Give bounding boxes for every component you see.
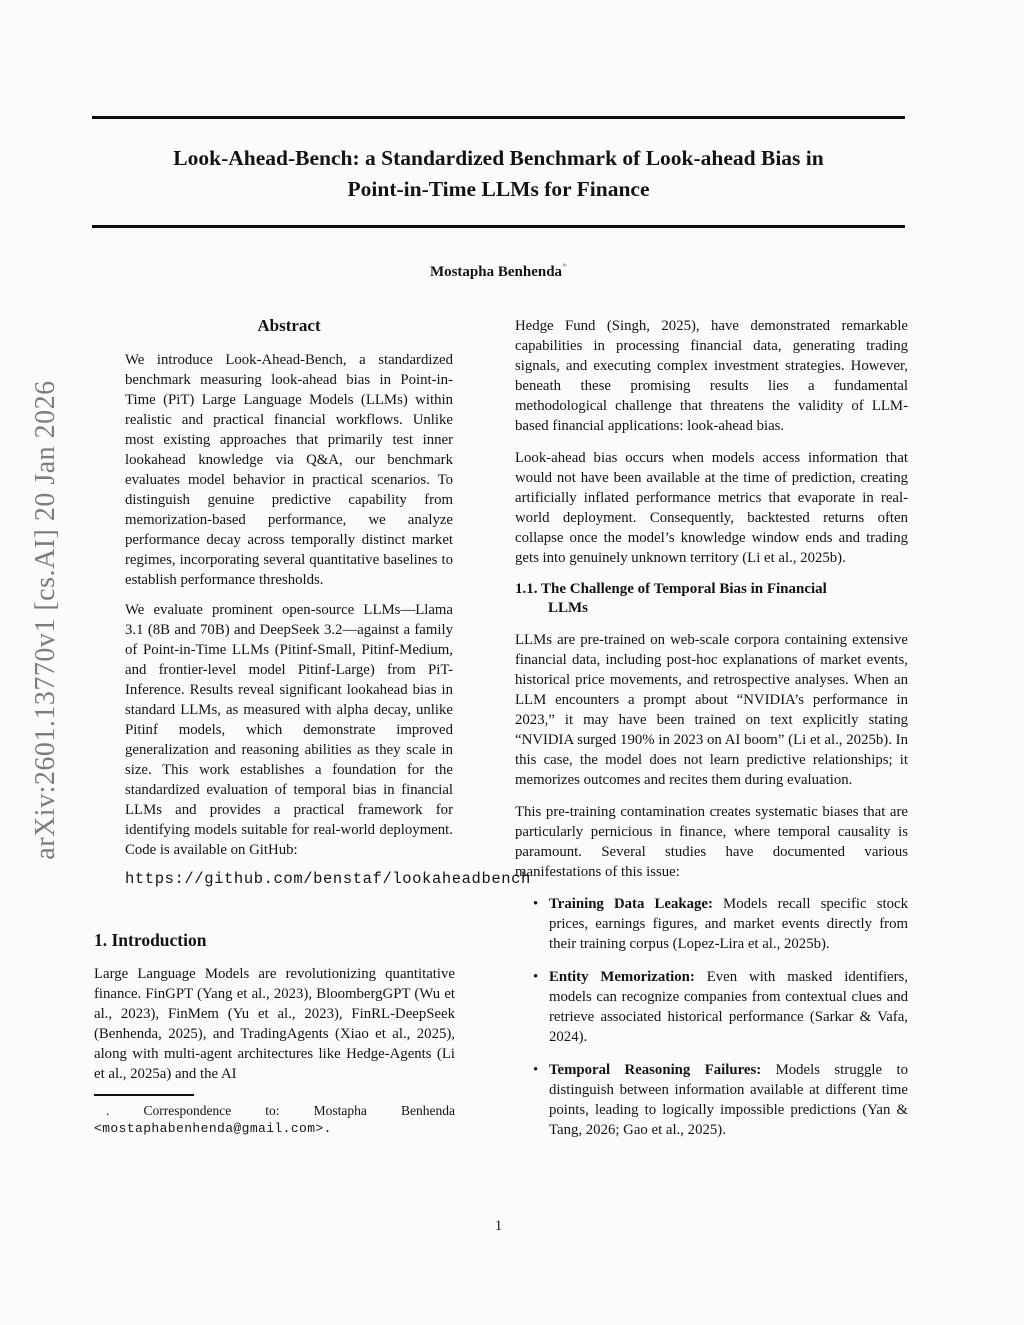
subsection-heading-line2: LLMs	[548, 600, 589, 616]
subsection-heading	[515, 580, 908, 618]
footnote-email-link[interactable]: <mostaphabenhenda@gmail.com>.	[94, 1121, 332, 1136]
paper-title-line1: Look-Ahead-Bench: a Standardized Benchmark of Look-ahead Bias in	[173, 146, 824, 170]
right-paragraph-2: Look-ahead bias occurs when models access information that would not have been available at the time of prediction, creating artificially inflated performance metrics that evaporate in real-world deployment. Consequently, backtested returns often collapse once the model’s knowledge window ends and trading gets into genuinely unknown territory (Li et al., 2025b).	[515, 450, 908, 566]
right-paragraph-1: Hedge Fund (Singh, 2025), have demonstrated remarkable capabilities in processing financial data, generating trading signals, and executing complex investment strategies. However, beneath these promising results lies a fundamental methodological challenge that threatens the validity of LLM-based financial applications: look-ahead bias.	[515, 318, 908, 434]
bullet-text: Models recall specific stock prices, earnings figures, and market events directly from their training corpus (Lopez-Lira et al., 2025b).	[549, 896, 908, 952]
author-footnote-mark: *	[562, 262, 568, 273]
left-column	[94, 316, 531, 1137]
right-column	[515, 316, 908, 1153]
page-number: 1	[494, 1218, 503, 1234]
bullet-text: Even with masked identifiers, models can recognize companies from contextual clues and retrieve associated historical performance (Sarkar & Vafa, 2024).	[549, 969, 908, 1045]
abstract-section	[125, 316, 531, 888]
right-paragraph-3: LLMs are pre-trained on web-scale corpora containing extensive financial data, including post-hoc explanations of market events, historical price movements, and retrospective analyses. When an LLM encounters a prompt about “NVIDIA’s performance in 2023,” it may have been trained on text explicitly stating “NVIDIA surged 190% in 2023 on AI boom” (Li et al., 2025b). In this case, the model does not learn predictive relationships; it memorizes outcomes and recites them during evaluation.	[515, 632, 908, 788]
bullet-entity-memorization	[515, 967, 908, 1047]
arxiv-sidebar-label: arXiv:2601.13770v1 [cs.AI] 20 Jan 2026	[30, 380, 61, 860]
author-line	[92, 262, 905, 281]
paper-title	[92, 143, 905, 205]
abstract-paragraph-1: We introduce Look-Ahead-Bench, a standardized benchmark measuring look-ahead bias in Point-in-Time (PiT) Large Language Models (LLMs) within realistic and practical financial workflows. Unlike most existing approaches that primarily test inner lookahead knowledge via Q&A, our benchmark evaluates model behavior in practical scenarios. To distinguish genuine predictive capability from memorization-based performance, we analyze performance decay across temporally distinct market regimes, incorporating several quantitative baselines to establish performance thresholds.	[125, 352, 453, 588]
introduction-heading: 1. Introduction	[94, 930, 207, 950]
bullet-label: Training Data Leakage:	[549, 896, 713, 912]
bullet-text: Models struggle to distinguish between information available at different time points, leading to logically impossible predictions (Yan & Tang, 2026; Gao et al., 2025).	[549, 1062, 908, 1138]
author-name: Mostapha Benhenda	[429, 264, 563, 280]
mid-rule	[92, 225, 905, 228]
subsection-heading-line1: 1.1. The Challenge of Temporal Bias in Financial	[515, 581, 827, 597]
footnote-rule	[94, 1094, 194, 1096]
footnote-text	[94, 1102, 455, 1137]
abstract-heading: Abstract	[257, 316, 321, 335]
github-code-link[interactable]: https://github.com/benstaf/lookaheadbench	[125, 870, 531, 888]
right-paragraph-4: This pre-training contamination creates systematic biases that are particularly pernicious in finance, where temporal causality is paramount. Several studies have documented various manifestations of this issue:	[515, 804, 908, 880]
bullet-icon: •	[533, 896, 539, 912]
footnote-correspondence: . Correspondence to: Mostapha Benhenda	[106, 1103, 455, 1118]
bullet-icon: •	[533, 969, 539, 985]
abstract-paragraph-2: We evaluate prominent open-source LLMs—Llama 3.1 (8B and 70B) and DeepSeek 3.2—against a family of Point-in-Time LLMs (Pitinf-Small, Pitinf-Medium, and frontier-level model Pitinf-Large) from PiT-Inference. Results reveal significant lookahead bias in standard LLMs, as measured with alpha decay, unlike Pitinf models, which demonstrate improved generalization and reasoning abilities as they scale in size. This work establishes a foundation for the standardized evaluation of temporal bias in financial LLMs and provides a practical framework for identifying models suitable for real-world deployment. Code is available on GitHub:	[125, 602, 453, 858]
issues-bullet-list	[515, 894, 908, 1140]
bullet-icon: •	[533, 1062, 539, 1078]
bullet-label: Entity Memorization:	[549, 969, 695, 985]
footnote-section	[94, 1094, 455, 1137]
introduction-section	[94, 930, 455, 1084]
bullet-temporal-reasoning-failures	[515, 1060, 908, 1140]
paper-title-line2: Point-in-Time LLMs for Finance	[347, 177, 650, 201]
bullet-training-data-leakage	[515, 894, 908, 954]
introduction-paragraph-1: Large Language Models are revolutionizing quantitative finance. FinGPT (Yang et al., 2023), BloombergGPT (Wu et al., 2023), FinMem (Yu et al., 2023), FinRL-DeepSeek (Benhenda, 2025), and TradingAgents (Xiao et al., 2025), along with multi-agent architectures like Hedge-Agents (Li et al., 2025a) and the AI	[94, 966, 455, 1082]
top-rule	[92, 116, 905, 119]
bullet-label: Temporal Reasoning Failures:	[549, 1062, 762, 1078]
